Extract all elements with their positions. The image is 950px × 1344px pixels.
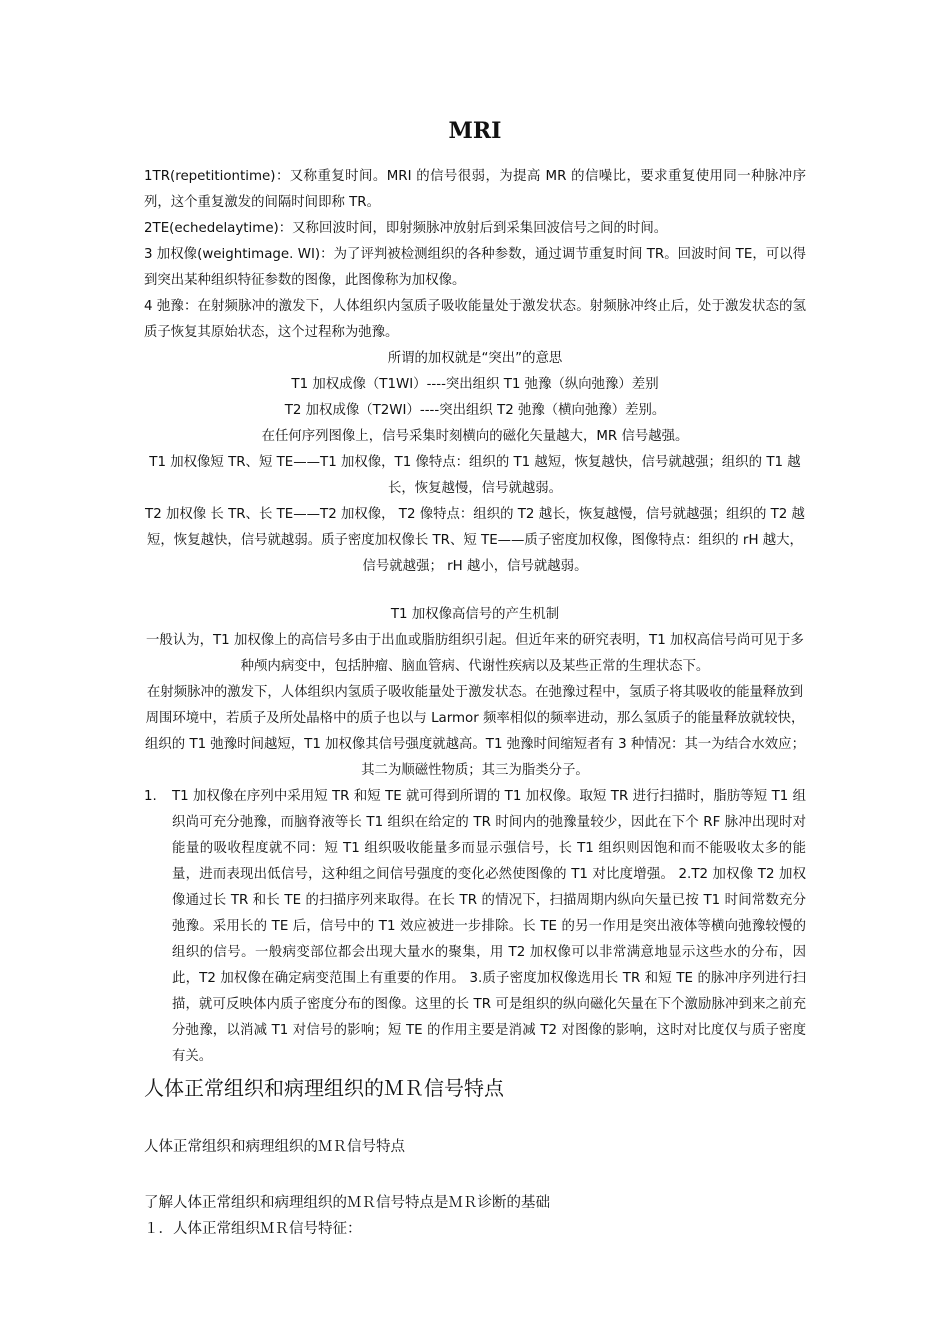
document-title: MRI: [448, 118, 502, 144]
weighting-meaning: 所谓的加权就是“突出”的意思: [387, 351, 563, 366]
definition-relaxation: 4 弛豫：在射频脉冲的激发下，人体组织内氢质子吸收能量处于激发状态。射频脉冲终止后，处于激发状态的氢质子恢复其原始状态，这个过程称为弛豫。: [144, 299, 806, 340]
mechanism-paragraph-1: 一般认为，T1 加权像上的高信号多由于出血或脂肪组织引起。但近年来的研究表明，T1 加权高信号尚可见于多种颅内病变中，包括肿瘤、脑血管病、代谢性疾病以及某些正常的生理状态下。: [146, 633, 804, 674]
document-body: [144, 164, 806, 1242]
spacer: [144, 1106, 806, 1134]
section-list-item: １．人体正常组织ＭＲ信号特征：: [144, 1221, 362, 1237]
t1-weighted-features: T1 加权像短 TR、短 TE——T1 加权像，T1 像特点：组织的 T1 越短，恢复越快，信号就越强；组织的 T1 越长，恢复越慢，信号就越弱。: [149, 455, 801, 496]
list-number: 1.: [144, 789, 157, 804]
t2wi-line: T2 加权成像（T2WI）----突出组织 T2 弛豫（横向弛豫）差别。: [284, 403, 666, 418]
spacer: [144, 580, 806, 602]
definition-te: 2TE(echedelaytime)：又称回波时间，即射频脉冲放射后到采集回波信号之间的时间。: [144, 221, 668, 236]
definition-weighted-image: 3 加权像(weightimage. WI)：为了评判被检测组织的各种参数，通过调节重复时间 TR。回波时间 TE，可以得到突出某种组织特征参数的图像，此图像称为加权像。: [144, 247, 806, 288]
signal-strength-line: 在任何序列图像上，信号采集时刻横向的磁化矢量越大，MR 信号越强。: [261, 429, 689, 444]
section-intro: 了解人体正常组织和病理组织的ＭＲ信号特点是ＭＲ诊断的基础: [144, 1195, 550, 1211]
list-item-text: T1 加权像在序列中采用短 TR 和短 TE 就可得到所谓的 T1 加权像。取短 TR 进行扫描时，脂肪等短 T1 组织尚可充分弛豫，而脑脊液等长 T1 组织在给定的 TR 时间内的弛豫量较少，因此在下个 RF 脉冲出现时对能量的吸收程度就不同：短 T1 组织吸收能量多而显示强信号，长 T1 组织则因饱和而不能吸收太多的能量，进而表现出低信号，这种组之间信号强度的变化必然使图像的 T1 对比度增强。 2.T2 加权像 T2 加权像通过长 TR 和长 TE 的扫描序列来取得。在长 TR 的情况下，扫描周期内纵向矢量已按 T1 时间常数充分弛豫。采用长的 TE 后，信号中的 T1 效应被进一步排除。长 TE 的另一作用是突出液体等横向弛豫较慢的组织的信号。一般病变部位都会出现大量水的聚集，用 T2 加权像可以非常满意地显示这些水的分布，因此，T2 加权像在确定病变范围上有重要的作用。 3.质子密度加权像选用长 TR 和短 TE 的脉冲序列进行扫描，就可反映体内质子密度分布的图像。这里的长 TR 可是组织的纵向磁化矢量在下个激励脉冲到来之前充分弛豫，以消减 T1 对信号的影响；短 TE 的作用主要是消减 T2 对图像的影响，这时对比度仅与质子密度有关。: [172, 789, 806, 1064]
t2-weighted-features: T2 加权像 长 TR、长 TE——T2 加权像， T2 像特点：组织的 T2 越长，恢复越慢，信号就越强；组织的 T2 越短，恢复越快，信号就越弱。质子密度加权像长 TR、短 TE——质子密度加权像，图像特点：组织的 rH 越大，信号就越强； rH 越小，信号就越弱。: [145, 507, 805, 574]
t1wi-line: T1 加权成像（T1WI）----突出组织 T1 弛豫（纵向弛豫）差别: [291, 377, 659, 392]
section-heading: 人体正常组织和病理组织的ＭＲ信号特点: [144, 1076, 504, 1100]
section-subheading: 人体正常组织和病理组织的ＭＲ信号特点: [144, 1139, 405, 1155]
spacer: [144, 1160, 806, 1190]
mechanism-paragraph-2: 在射频脉冲的激发下，人体组织内氢质子吸收能量处于激发状态。在弛豫过程中，氢质子将其吸收的能量释放到周围环境中，若质子及所处晶格中的质子也以与 Larmor 频率相似的频率进动，那么氢质子的能量释放就较快，组织的 T1 弛豫时间越短，T1 加权像其信号强度就越高。T1 弛豫时间缩短者有 3 种情况：其一为结合水效应；其二为顺磁性物质；其三为脂类分子。: [145, 685, 805, 778]
definition-tr: 1TR(repetitiontime)：又称重复时间。MRI 的信号很弱，为提高 MR 的信噪比，要求重复使用同一种脉冲序列，这个重复激发的间隔时间即称 TR。: [144, 169, 806, 210]
ordered-list-item: [144, 784, 806, 1070]
mechanism-heading: T1 加权像高信号的产生机制: [390, 607, 560, 622]
